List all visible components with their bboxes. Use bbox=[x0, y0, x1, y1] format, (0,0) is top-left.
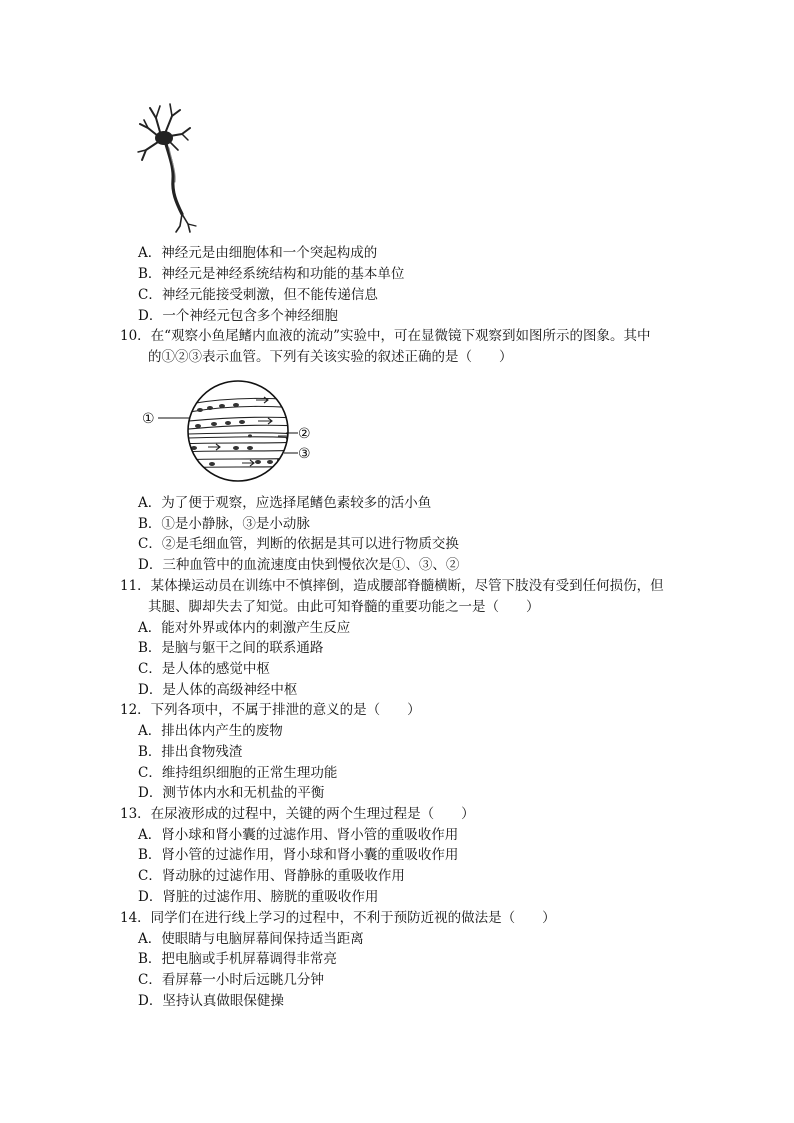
q10-stem-line2: 的①②③表示血管。下列有关该实验的叙述正确的是（ ） bbox=[148, 349, 513, 365]
q14-option-d: D．坚持认真做眼保健操 bbox=[138, 993, 284, 1009]
q10-stem-line1: 10．在“观察小鱼尾鳍内血液的流动”实验中，可在显微镜下观察到如图所示的图象。其中 bbox=[120, 328, 651, 344]
q9-option-d: D．一个神经元包含多个神经细胞 bbox=[138, 308, 338, 324]
q14-option-a: A．使眼睛与电脑屏幕间保持适当距离 bbox=[138, 931, 364, 947]
figure-label-1: ① bbox=[142, 411, 155, 427]
q10-option-b: B．①是小静脉，③是小动脉 bbox=[138, 516, 310, 532]
q11-stem-line1: 11．某体操运动员在训练中不慎摔倒，造成腰部脊髓横断，尽管下肢没有受到任何损伤，但 bbox=[120, 578, 664, 594]
q13-option-b: B．肾小管的过滤作用，肾小球和肾小囊的重吸收作用 bbox=[138, 847, 459, 863]
blood-vessel-figure bbox=[138, 378, 328, 488]
q13-option-a: A．肾小球和肾小囊的过滤作用、肾小管的重吸收作用 bbox=[138, 827, 459, 843]
q9-option-b: B．神经元是神经系统结构和功能的基本单位 bbox=[138, 266, 405, 282]
q9-option-a: A．神经元是由细胞体和一个突起构成的 bbox=[138, 245, 378, 261]
q12-option-a: A．排出体内产生的废物 bbox=[138, 723, 283, 739]
q12-option-d: D．测节体内水和无机盐的平衡 bbox=[138, 785, 325, 801]
q14-option-b: B．把电脑或手机屏幕调得非常亮 bbox=[138, 951, 337, 967]
q10-option-a: A．为了便于观察，应选择尾鳍色素较多的活小鱼 bbox=[138, 495, 432, 511]
q14-stem: 14．同学们在进行线上学习的过程中，不利于预防近视的做法是（ ） bbox=[120, 910, 556, 926]
q11-option-c: C．是人体的感觉中枢 bbox=[138, 661, 270, 677]
q12-option-c: C．维持组织细胞的正常生理功能 bbox=[138, 765, 338, 781]
q11-option-d: D．是人体的高级神经中枢 bbox=[138, 682, 298, 698]
q13-option-d: D．肾脏的过滤作用、膀胱的重吸收作用 bbox=[138, 889, 379, 905]
q12-stem: 12．下列各项中，不属于排泄的意义的是（ ） bbox=[120, 702, 421, 718]
figure-label-2: ② bbox=[298, 426, 311, 442]
q13-stem: 13．在尿液形成的过程中，关键的两个生理过程是（ ） bbox=[120, 806, 475, 822]
q11-option-a: A．能对外界或体内的刺激产生反应 bbox=[138, 620, 351, 636]
q11-option-b: B．是脑与躯干之间的联系通路 bbox=[138, 640, 324, 656]
neuron-figure bbox=[136, 98, 216, 234]
q12-option-b: B．排出食物残渣 bbox=[138, 744, 243, 760]
q10-option-d: D．三种血管中的血流速度由快到慢依次是①、③、② bbox=[138, 557, 460, 573]
q11-stem-line2: 其腿、脚却失去了知觉。由此可知脊髓的重要功能之一是（ ） bbox=[148, 599, 540, 615]
q13-option-c: C．肾动脉的过滤作用、肾静脉的重吸收作用 bbox=[138, 868, 405, 884]
q10-option-c: C．②是毛细血管，判断的依据是其可以进行物质交换 bbox=[138, 536, 459, 552]
q9-option-c: C．神经元能接受刺激，但不能传递信息 bbox=[138, 287, 378, 303]
q14-option-c: C．看屏幕一小时后远眺几分钟 bbox=[138, 972, 324, 988]
figure-label-3: ③ bbox=[298, 446, 311, 462]
